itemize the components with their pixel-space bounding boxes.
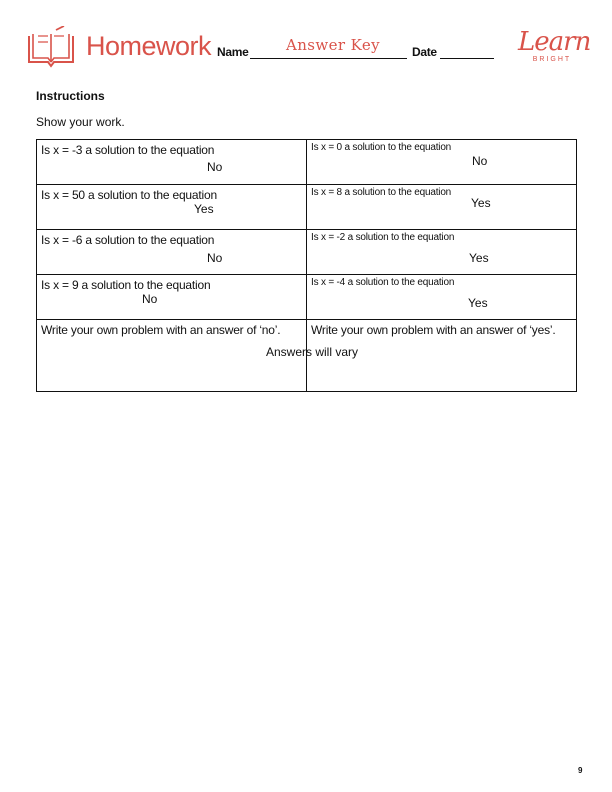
answer-text: Yes	[194, 202, 214, 216]
question-text: Is x = 8 a solution to the equation	[311, 187, 452, 198]
logo-bright-text: BRIGHT	[532, 56, 572, 63]
answer-text: No	[207, 251, 223, 265]
date-field-line[interactable]	[440, 58, 494, 59]
answer-text: No	[142, 292, 158, 306]
answer-text: No	[207, 160, 223, 174]
date-label: Date	[412, 45, 437, 59]
table-row	[37, 275, 577, 320]
answers-vary-note: Answers will vary	[266, 345, 359, 359]
name-label: Name	[217, 45, 249, 59]
page-number: 9	[578, 766, 583, 775]
question-cell	[307, 275, 577, 320]
book-icon	[26, 26, 76, 68]
answer-text: Yes	[471, 196, 491, 210]
question-cell	[37, 275, 307, 320]
table-row	[37, 230, 577, 275]
write-own-no-prompt: Write your own problem with an answer of ‘no’.	[41, 323, 281, 337]
question-text: Is x = -2 a solution to the equation	[311, 232, 455, 243]
question-cell	[37, 230, 307, 275]
instructions-text: Show your work.	[36, 115, 125, 129]
answer-text: No	[472, 154, 488, 168]
homework-title: Homework	[86, 31, 212, 61]
write-own-yes-prompt: Write your own problem with an answer of ‘yes’.	[311, 323, 556, 337]
question-cell	[37, 185, 307, 230]
question-cell	[307, 140, 577, 185]
instructions-heading: Instructions	[36, 89, 105, 103]
question-text: Is x = -3 a solution to the equation	[41, 143, 215, 157]
answer-text: Yes	[469, 251, 489, 265]
table-row	[37, 185, 577, 230]
table-row	[37, 140, 577, 185]
answer-key-text: Answer Key	[286, 36, 380, 54]
logo-learn-text: Learn	[518, 27, 591, 57]
question-cell	[307, 185, 577, 230]
answer-text: Yes	[468, 296, 488, 310]
question-text: Is x = 50 a solution to the equation	[41, 188, 217, 202]
question-text: Is x = 0 a solution to the equation	[311, 142, 452, 153]
learn-bright-logo	[518, 27, 591, 68]
question-text: Is x = -4 a solution to the equation	[311, 277, 455, 288]
question-text: Is x = 9 a solution to the equation	[41, 278, 211, 292]
question-text: Is x = -6 a solution to the equation	[41, 233, 215, 247]
question-cell	[37, 140, 307, 185]
name-field-line[interactable]	[250, 58, 407, 59]
page-header	[0, 0, 612, 80]
question-cell	[307, 230, 577, 275]
